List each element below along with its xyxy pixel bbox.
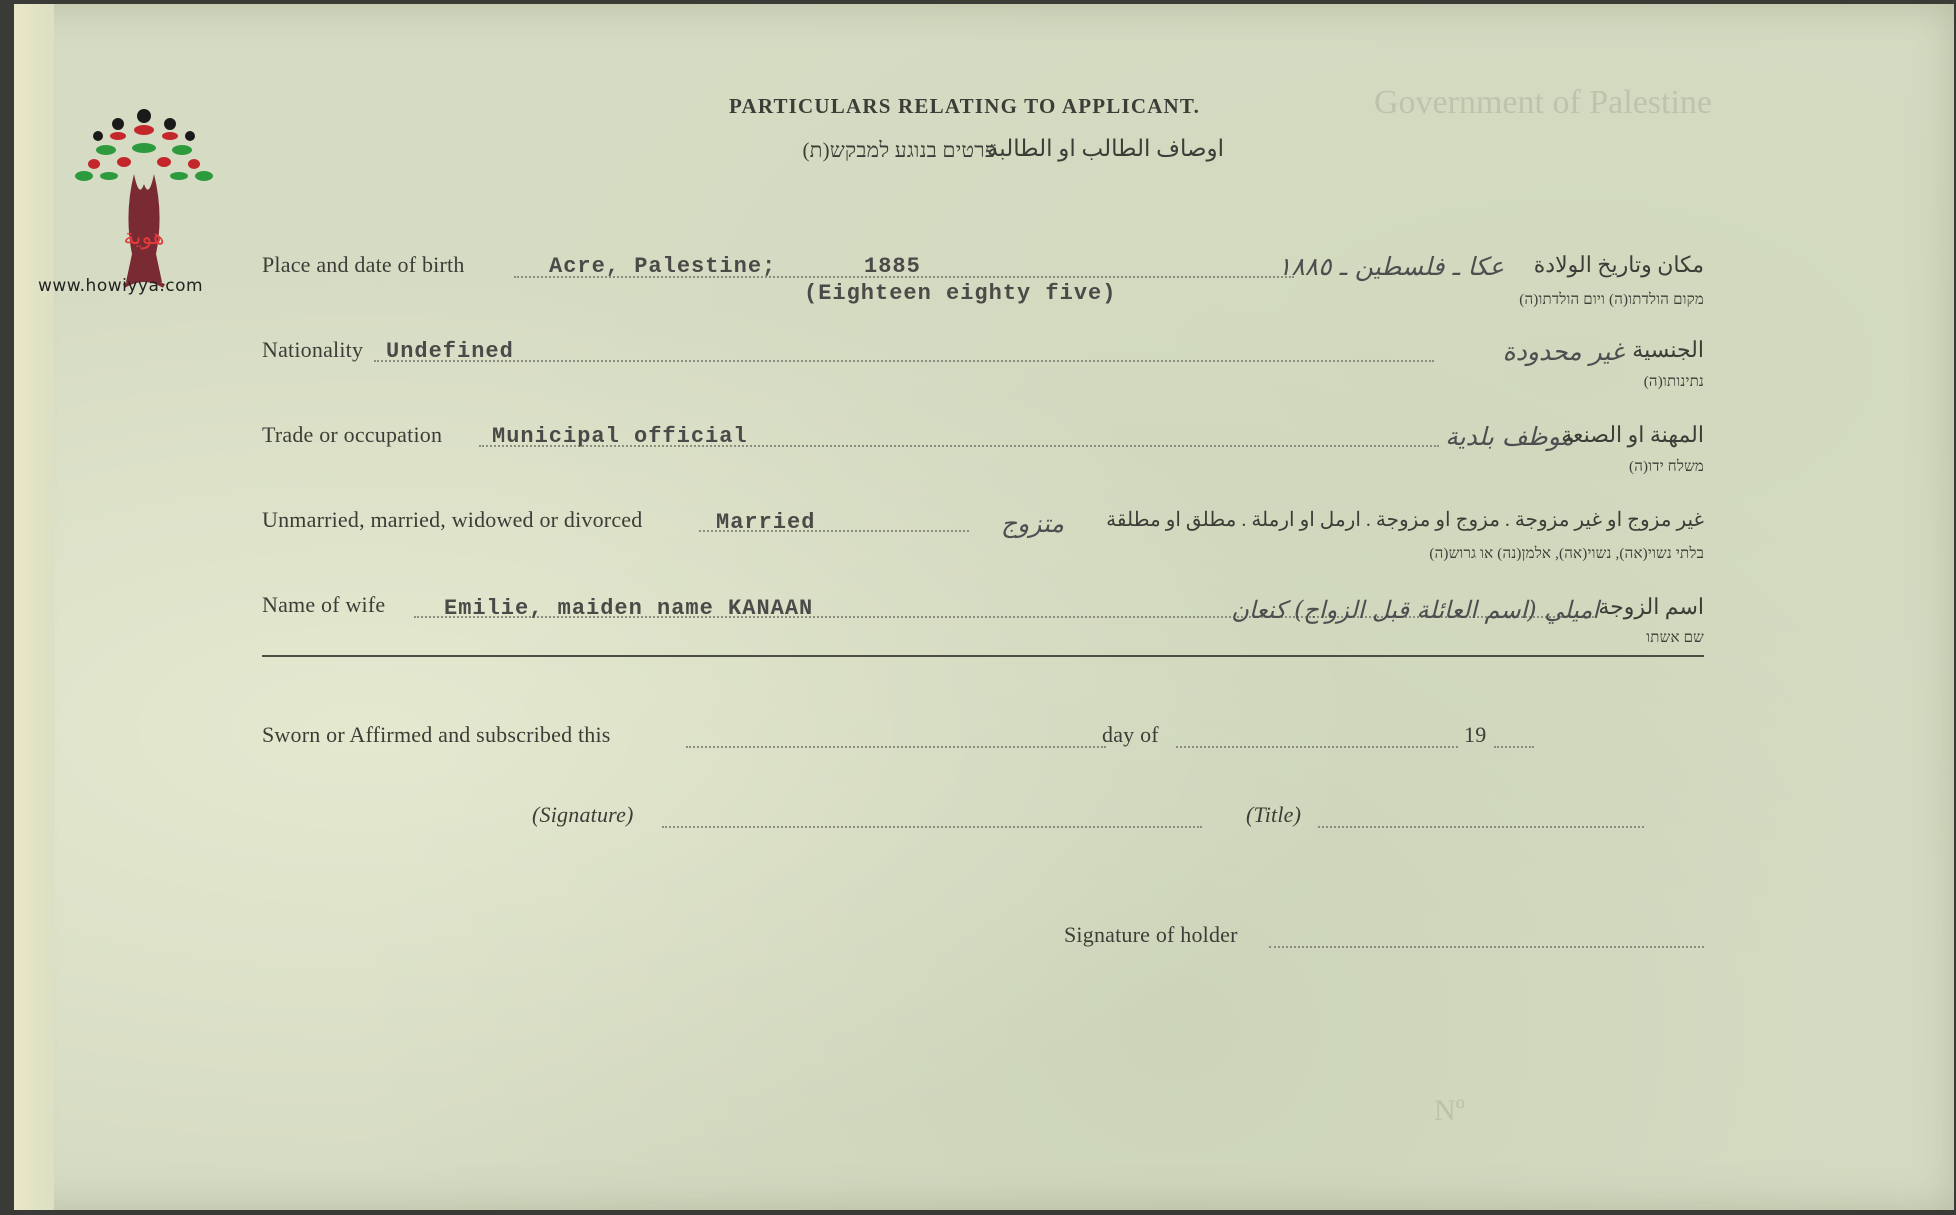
page-subtitle-arabic: اوصاف الطالب او الطالبة	[986, 136, 1224, 161]
logo-brand-text: هوية	[123, 225, 165, 250]
wife-value-arabic: اميلي (اسم العائلة قبل الزواج) كنعان	[1231, 596, 1599, 624]
marital-value: Married	[716, 510, 816, 535]
sworn-month-field	[1176, 746, 1458, 748]
title-label: (Title)	[1246, 802, 1302, 827]
occupation-value: Municipal official	[492, 424, 748, 449]
title-field	[1318, 826, 1644, 828]
nationality-value-arabic: غير محدودة	[1502, 337, 1624, 366]
birth-place-value: Acre, Palestine;	[549, 254, 777, 279]
occupation-value-arabic: موظف بلدية	[1445, 422, 1574, 451]
birth-year-value: 1885	[864, 254, 921, 279]
birth-year-words: (Eighteen eighty five)	[804, 281, 1117, 306]
birth-value-arabic: عكا ـ فلسطين ـ ١٨٨٥	[1277, 252, 1504, 281]
sworn-year-prefix: 19	[1464, 722, 1487, 747]
dotted-line	[374, 360, 1434, 362]
wife-label: Name of wife	[262, 592, 386, 617]
nationality-label: Nationality	[262, 337, 364, 362]
sworn-text: Sworn or Affirmed and subscribed this	[262, 722, 611, 747]
marital-label-hebrew: בלתי נשוי(אה), נשוי(אה), אלמן(נה) או גרוש(ה)	[1429, 546, 1704, 562]
page-title: PARTICULARS RELATING TO APPLICANT.	[729, 94, 1201, 118]
birth-label-hebrew: מקום הולדתו(ה) ויום הולדתו(ה)	[1519, 292, 1704, 308]
page-subtitle-hebrew: פרטים בנוגע למבקש(ת)	[802, 138, 996, 162]
marital-label-arabic: غير مزوج او غير مزوجة . مزوج او مزوجة . ارمل او ارملة . مطلق او مطلقة	[1106, 509, 1704, 531]
occupation-label-hebrew: משלח ידו(ה)	[1629, 459, 1704, 475]
nationality-value: Undefined	[386, 339, 514, 364]
birth-label-arabic: مكان وتاريخ الولادة	[1533, 252, 1704, 277]
occupation-label: Trade or occupation	[262, 422, 443, 447]
nationality-label-hebrew: נתינותו(ה)	[1643, 374, 1704, 390]
marital-label: Unmarried, married, widowed or divorced	[262, 507, 643, 532]
wife-label-arabic: اسم الزوجة	[1598, 594, 1704, 619]
bleed-through-text: Government of Palestine	[1374, 84, 1713, 121]
bleed-through-text: Nº	[1434, 1094, 1465, 1127]
wife-label-hebrew: שם אשתו	[1646, 630, 1704, 646]
signature-field	[662, 826, 1202, 828]
howiyya-tree-logo-icon	[54, 104, 234, 304]
wife-value: Emilie, maiden name KANAAN	[444, 596, 814, 621]
occupation-label-arabic: المهنة او الصنعة	[1561, 422, 1704, 447]
birth-label: Place and date of birth	[262, 252, 465, 277]
marital-value-arabic: متزوج	[1001, 509, 1064, 538]
sworn-day-of: day of	[1102, 722, 1159, 747]
section-divider	[262, 655, 1704, 657]
paper-edge	[14, 4, 54, 1210]
holder-signature-field	[1269, 946, 1704, 948]
logo-url: www.howiyya.com	[38, 276, 204, 296]
sworn-year-field	[1494, 746, 1534, 748]
document-page	[14, 4, 1954, 1210]
holder-signature-label: Signature of holder	[1064, 922, 1238, 947]
nationality-label-arabic: الجنسية	[1632, 337, 1704, 362]
signature-label: (Signature)	[532, 802, 634, 827]
sworn-day-field	[686, 746, 1106, 748]
